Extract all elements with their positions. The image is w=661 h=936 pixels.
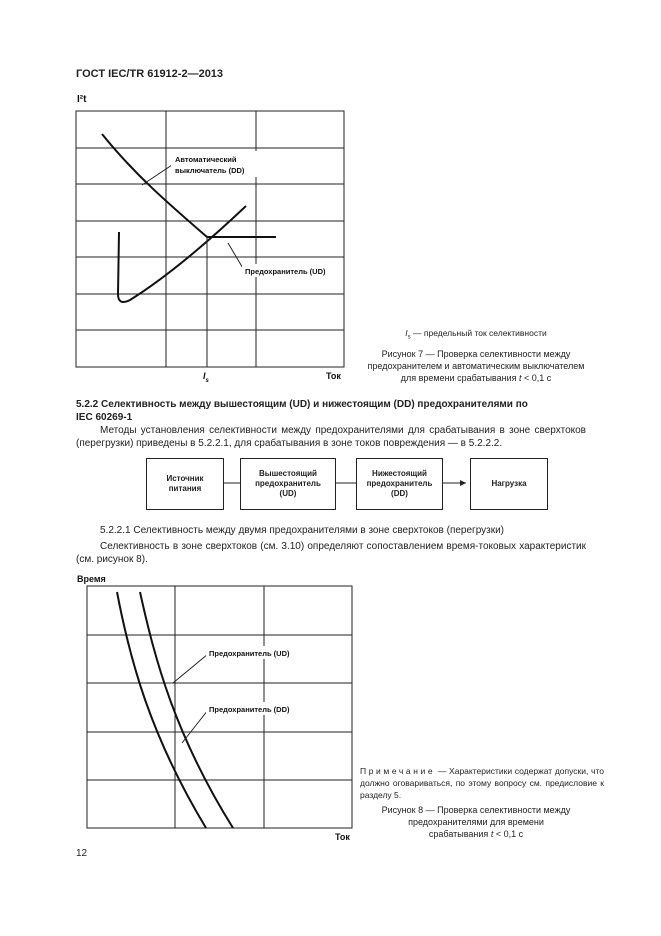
figure-8-note: Примечание — Характеристики содержат допуски, что должно оговариваться, по этому вопросу см. предисловие к разделу 5.: [360, 766, 604, 800]
subsection-heading: 5.2.2.1 Селективность между двумя предохранителями в зоне сверхтоков (перегрузки): [100, 525, 505, 536]
figure-7-y-axis-label: I²t: [77, 94, 87, 105]
figure-8-x-axis-label: Ток: [335, 832, 350, 840]
figure-7-note: $I_s$ — предельный ток селективности: [405, 328, 547, 341]
block-power-source: Источник питания: [146, 458, 224, 510]
connector-arrow: [460, 480, 466, 486]
figure-7-caption: Рисунок 7 — Проверка селективности между предохранителем и автоматическим выключателем для времени срабатывания t < 0,1 с: [367, 349, 585, 383]
figure-8-caption: Рисунок 8 — Проверка селективности между предохранителями для времени срабатывания t < 0,1 с: [381, 805, 571, 839]
section-heading: 5.2.2 Селективность между вышестоящим (UD) и нижестоящим (DD) предохранителями по IEC 60269-1: [76, 399, 528, 423]
figure-7-breaker-label-1: Автоматический: [175, 155, 237, 164]
figure-7-fuse-label: Предохранитель (UD): [245, 267, 326, 276]
document-header: ГОСТ IEC/TR 61912-2—2013: [76, 68, 224, 80]
figure-8-dd-leader: [182, 710, 208, 743]
figure-8-ud-leader: [173, 654, 208, 683]
subsection-paragraph: Селективность в зоне сверхтоков (см. 3.10) определяют сопоставлением время-токовых характеристик (см. рисунок 8).: [76, 541, 586, 565]
figure-8-ud-label: Предохранитель (UD): [209, 649, 290, 658]
figure-7-breaker-curve: [102, 134, 276, 237]
figure-7-breaker-leader: [142, 165, 172, 185]
figure-8-dd-curve: [117, 592, 206, 828]
block-upstream-fuse: Вышестоящий предохранитель (UD): [240, 458, 336, 510]
page-number: 12: [76, 848, 88, 859]
figure-7-breaker-label-2: выключатель (DD): [175, 166, 245, 175]
section-paragraph: Методы установления селективности между предохранителями для срабатывания в зоне сверхтоков (перегрузки) приведены в 5.2.2.1, для срабатывания в зоне токов повреждения — в 5.2.2.2.: [76, 425, 586, 449]
figure-8-dd-label: Предохранитель (DD): [209, 705, 290, 714]
block-downstream-fuse: Нижестоящий предохранитель (DD): [356, 458, 443, 510]
figure-8-y-axis-label: Время: [77, 574, 106, 584]
figure-7-is-label: $I_s$: [203, 371, 209, 384]
block-load: Нагрузка: [470, 458, 548, 510]
figure-7-x-axis-label: Ток: [326, 371, 341, 381]
figure-7-fuse-curve: [118, 206, 246, 302]
